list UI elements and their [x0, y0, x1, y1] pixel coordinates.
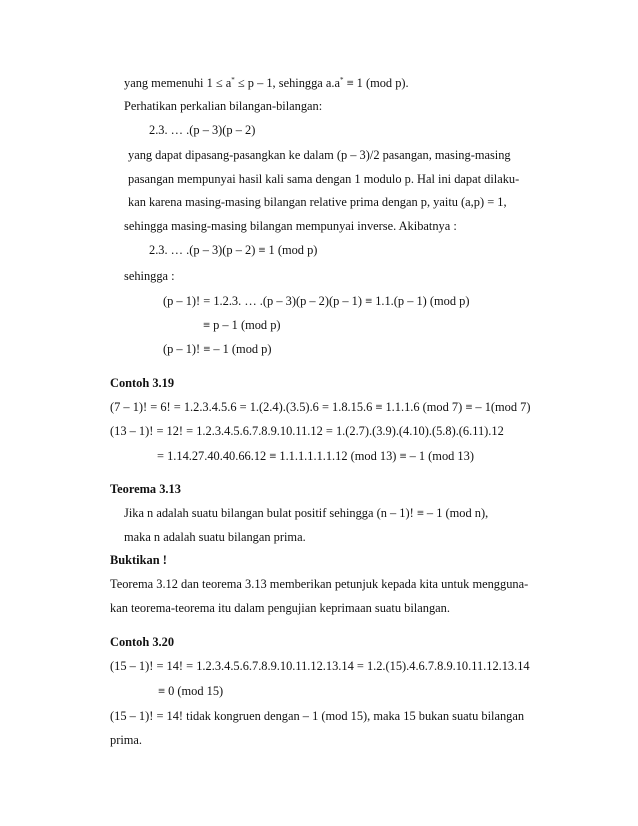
intro-congruence-1: 2.3. … .(p – 3)(p – 2) ≡ 1 (mod p) [149, 243, 318, 257]
contoh-3-19-line-2: (13 – 1)! = 12! = 1.2.3.4.5.6.7.8.9.10.11.12 = 1.(2.7).(3.9).(4.10).(5.8).(6.11).12 [110, 424, 504, 438]
teorema-3-13-heading: Teorema 3.13 [110, 482, 181, 496]
contoh-3-19-line-1: (7 – 1)! = 6! = 1.2.3.4.5.6 = 1.(2.4).(3.5).6 = 1.8.15.6 ≡ 1.1.1.6 (mod 7) ≡ – 1(mod 7) [110, 400, 531, 414]
contoh-3-19-heading: Contoh 3.19 [110, 376, 175, 390]
teorema-3-13-line-2: maka n adalah suatu bilangan prima. [124, 530, 306, 544]
contoh-3-19-line-3: = 1.14.27.40.40.66.12 ≡ 1.1.1.1.1.1.12 (mod 13) ≡ – 1 (mod 13) [157, 449, 474, 463]
contoh-3-20-line-2: ≡ 0 (mod 15) [158, 684, 224, 698]
intro-line-1 [124, 72, 409, 91]
intro-product-expression: 2.3. … .(p – 3)(p – 2) [149, 123, 256, 137]
intro-factorial-expansion: (p – 1)! = 1.2.3. … .(p – 3)(p – 2)(p – 1) ≡ 1.1.(p – 1) (mod p) [163, 294, 470, 308]
contoh-3-20-line-4: prima. [110, 733, 142, 747]
intro-wilson-result: (p – 1)! ≡ – 1 (mod p) [163, 342, 272, 356]
intro-line-4: yang dapat dipasang-pasangkan ke dalam (p – 3)/2 pasangan, masing-masing [128, 148, 511, 162]
intro-congruence-2: ≡ p – 1 (mod p) [203, 318, 281, 332]
intro-line-1-a: yang memenuhi 1 ≤ a [124, 76, 232, 90]
buktikan-heading: Buktikan ! [110, 553, 167, 567]
teorema-3-13-line-4: kan teorema-teorema itu dalam pengujian keprimaan suatu bilangan. [110, 601, 450, 615]
contoh-3-20-line-3: (15 – 1)! = 14! tidak kongruen dengan – 1 (mod 15), maka 15 bukan suatu bilangan [110, 709, 525, 723]
contoh-3-20-line-1: (15 – 1)! = 14! = 1.2.3.4.5.6.7.8.9.10.11.12.13.14 = 1.2.(15).4.6.7.8.9.10.11.12.13.14 [110, 659, 530, 673]
teorema-3-13-line-3: Teorema 3.12 dan teorema 3.13 memberikan petunjuk kepada kita untuk mengguna- [110, 577, 529, 591]
intro-line-1-b: ≤ p – 1, sehingga a.a [234, 76, 340, 90]
intro-sehingga: sehingga : [124, 269, 175, 283]
inverse-superscript: * [340, 76, 344, 84]
intro-line-6: kan karena masing-masing bilangan relative prima dengan p, yaitu (a,p) = 1, [128, 195, 507, 209]
intro-line-5: pasangan mempunyai hasil kali sama dengan 1 modulo p. Hal ini dapat dilaku- [128, 172, 520, 186]
contoh-3-20-heading: Contoh 3.20 [110, 635, 175, 649]
intro-line-1-c: ≡ 1 (mod p). [343, 76, 409, 90]
teorema-3-13-line-1: Jika n adalah suatu bilangan bulat positif sehingga (n – 1)! ≡ – 1 (mod n), [124, 506, 489, 520]
intro-line-2: Perhatikan perkalian bilangan-bilangan: [124, 99, 323, 113]
inverse-superscript: * [231, 76, 235, 84]
intro-line-7: sehingga masing-masing bilangan mempunyai inverse. Akibatnya : [124, 219, 457, 233]
